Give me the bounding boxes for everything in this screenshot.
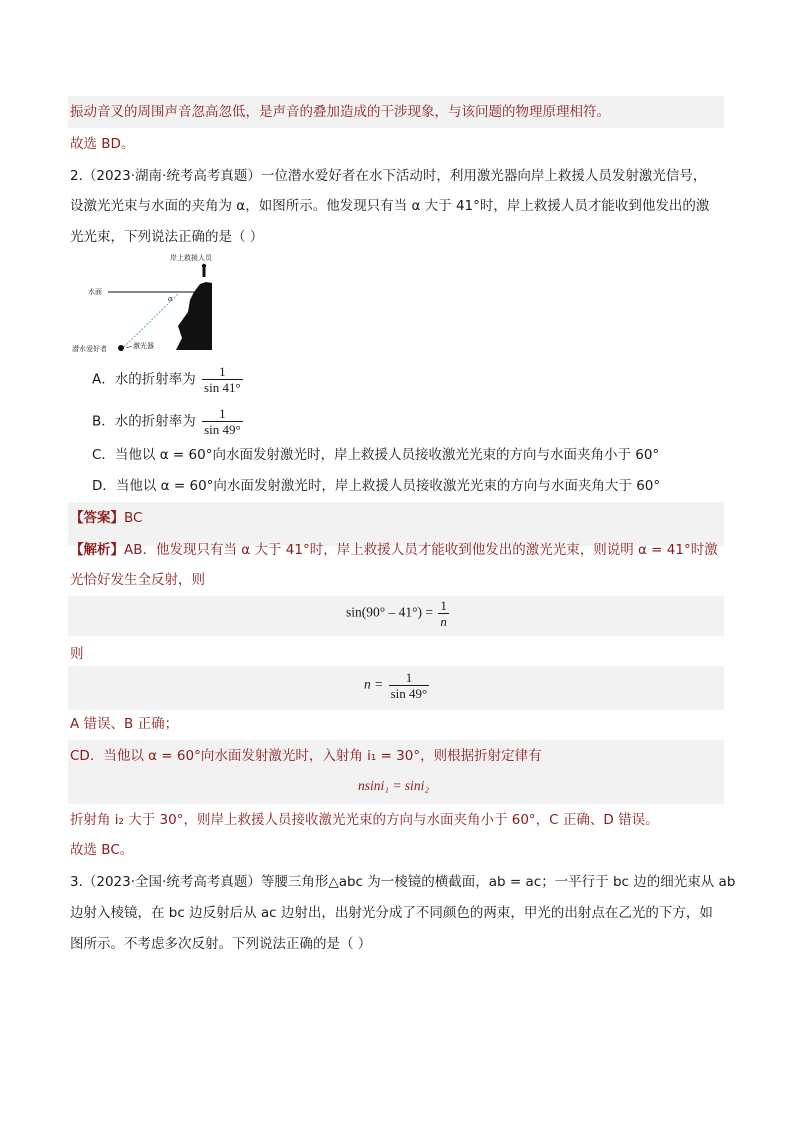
question-2-line-3: 光光束，下列说法正确的是（ ） [70, 229, 264, 245]
equation-1-fraction [438, 598, 449, 629]
equation-1-num: 1 [440, 598, 447, 613]
equation-2 [364, 670, 431, 701]
option-b-text: B．水的折射率为 [92, 413, 196, 430]
ab-result-line: A 错误、B 正确； [70, 716, 179, 732]
final-answer-line: 故选 BC。 [70, 842, 134, 858]
option-a-fraction [202, 364, 243, 395]
question-2-line-1: 2.（2023·湖南·统考高考真题）一位潜水爱好者在水下活动时，利用激光器向岸上救援人员发射激光信号， [70, 168, 707, 184]
option-b-num: 1 [219, 406, 226, 421]
cd-line-1: CD．当他以 α = 60°向水面发射激光时，入射角 i₁ = 30°，则根据折射定律有 [70, 748, 542, 764]
answer-value: BC [124, 510, 143, 526]
option-a-text: A．水的折射率为 [92, 371, 196, 388]
option-c: C．当他以 α = 60°向水面发射激光时，岸上救援人员接收激光光束的方向与水面夹角小于 60° [92, 447, 660, 463]
cd-line-2: 折射角 i₂ 大于 30°，则岸上救援人员接收激光光束的方向与水面夹角小于 60°，C 正确、D 错误。 [70, 812, 659, 828]
option-a [92, 364, 245, 395]
prev-answer-line: 故选 BD。 [70, 136, 135, 152]
diver-label: 潜水爱好者 [72, 345, 107, 353]
equation-2-den: sin 49° [390, 686, 428, 701]
laser-diagram [70, 252, 230, 356]
laser-pointer-line [126, 346, 132, 348]
laser-label: 激光器 [133, 342, 154, 350]
equation-1-den: n [440, 614, 447, 629]
answer-line [70, 508, 142, 528]
question-3-line-3: 图所示。不考虑多次反射。下列说法正确的是（ ） [70, 936, 372, 952]
diver-icon [118, 345, 124, 351]
question-2-line-2: 设激光光束与水面的夹角为 α，如图所示。他发现只有当 α 大于 41°时，岸上救援人员才能收到他发出的激 [70, 198, 710, 214]
rescuer-head [202, 264, 206, 268]
answer-tag: 【答案】 [70, 510, 124, 526]
option-a-den: sin 41° [204, 380, 241, 395]
option-a-num: 1 [219, 364, 226, 379]
question-3-line-2: 边射入棱镜，在 bc 边反射后从 ac 边射出，出射光分成了不同颜色的两束，甲光的出射点在乙光的下方，如 [70, 905, 713, 921]
laser-beam [124, 294, 178, 347]
equation-2-fraction [389, 670, 430, 701]
then-line: 则 [70, 646, 84, 662]
water-label: 水面 [88, 288, 102, 296]
equation-1 [346, 598, 451, 629]
equation-3: nsini₁ = sini₂ [358, 778, 430, 793]
option-b-den: sin 49° [204, 422, 241, 437]
option-b-fraction [202, 406, 243, 437]
analysis-line-1 [70, 540, 718, 560]
option-b [92, 406, 245, 437]
rescuer-body [203, 268, 206, 277]
question-3-line-1: 3.（2023·全国·统考高考真题）等腰三角形△abc 为一棱镜的横截面，ab = ac；一平行于 bc 边的细光束从 ab [70, 874, 736, 890]
analysis-text-1: AB．他发现只有当 α 大于 41°时，岸上救援人员才能收到他发出的激光光束，则说明 α = 41°时激 [124, 542, 718, 558]
equation-2-num: 1 [405, 670, 413, 685]
analysis-tag: 【解析】 [70, 542, 124, 558]
prev-explanation-line: 振动音叉的周围声音忽高忽低，是声音的叠加造成的干涉现象，与该问题的物理原理相符。 [70, 104, 610, 120]
rescuer-label: 岸上救援人员 [170, 254, 212, 262]
alpha-label: α [168, 295, 173, 303]
analysis-line-2: 光恰好发生全反射，则 [70, 572, 205, 588]
equation-2-left: n = [364, 676, 384, 692]
option-d: D．当他以 α = 60°向水面发射激光时，岸上救援人员接收激光光束的方向与水面夹角大于 60° [92, 478, 661, 494]
equation-1-left: sin(90° – 41°) = [346, 604, 434, 620]
